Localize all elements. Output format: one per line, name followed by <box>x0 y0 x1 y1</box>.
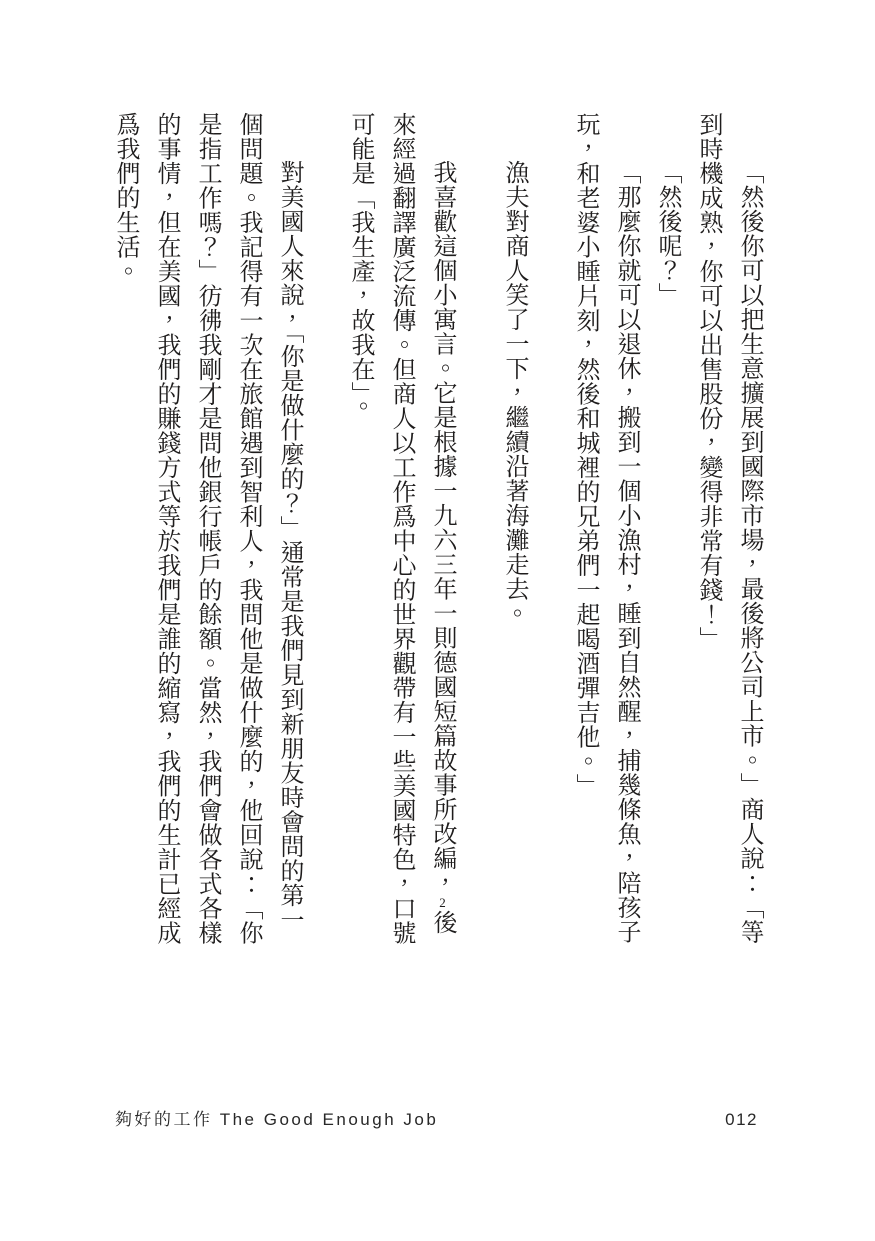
body-text <box>107 112 769 952</box>
paragraph: 「那麼你就可以退休，搬到一個小漁村，睡到自然醒，捕幾條魚，陪孩子玩，和老婆小睡片刻，然後和城裡的兄弟們一起喝酒彈吉他。」 <box>572 112 639 944</box>
paragraph: 我喜歡這個小寓言。它是根據一九六三年一則德國短篇故事所改編，2後來經過翻譯廣泛流傳。但商人以工作爲中心的世界觀帶有一些美國特色，口號可能是「我生產，故我在」。 <box>347 112 455 945</box>
paragraph: 漁夫對商人笑了一下，繼續沿著海灘走去。 <box>501 160 527 626</box>
paragraph: 「然後你可以把生意擴展到國際市場，最後將公司上市。」商人說：「等到時機成熟，你可以出售股份，變得非常有錢！」 <box>695 112 762 944</box>
page-number: 012 <box>725 1110 758 1129</box>
paragraph: 「然後呢？」 <box>654 160 680 307</box>
page-footer <box>115 1105 758 1130</box>
book-title: 夠好的工作 The Good Enough Job <box>115 1110 439 1129</box>
paragraph: 對美國人來說，「你是做什麼的？」通常是我們見到新朋友時會問的第一個問題。我記得有一次在旅館遇到智利人，我問他是做什麼的，他回說：「你是指工作嗎？」彷彿我剛才是問他銀行帳戶的餘額。當然，我們會做各式各樣的事情，但在美國，我們的賺錢方式等於我們是誰的縮寫，我們的生計已經成爲我們的生活。 <box>112 112 302 945</box>
footnote-marker: 2 <box>435 895 450 910</box>
